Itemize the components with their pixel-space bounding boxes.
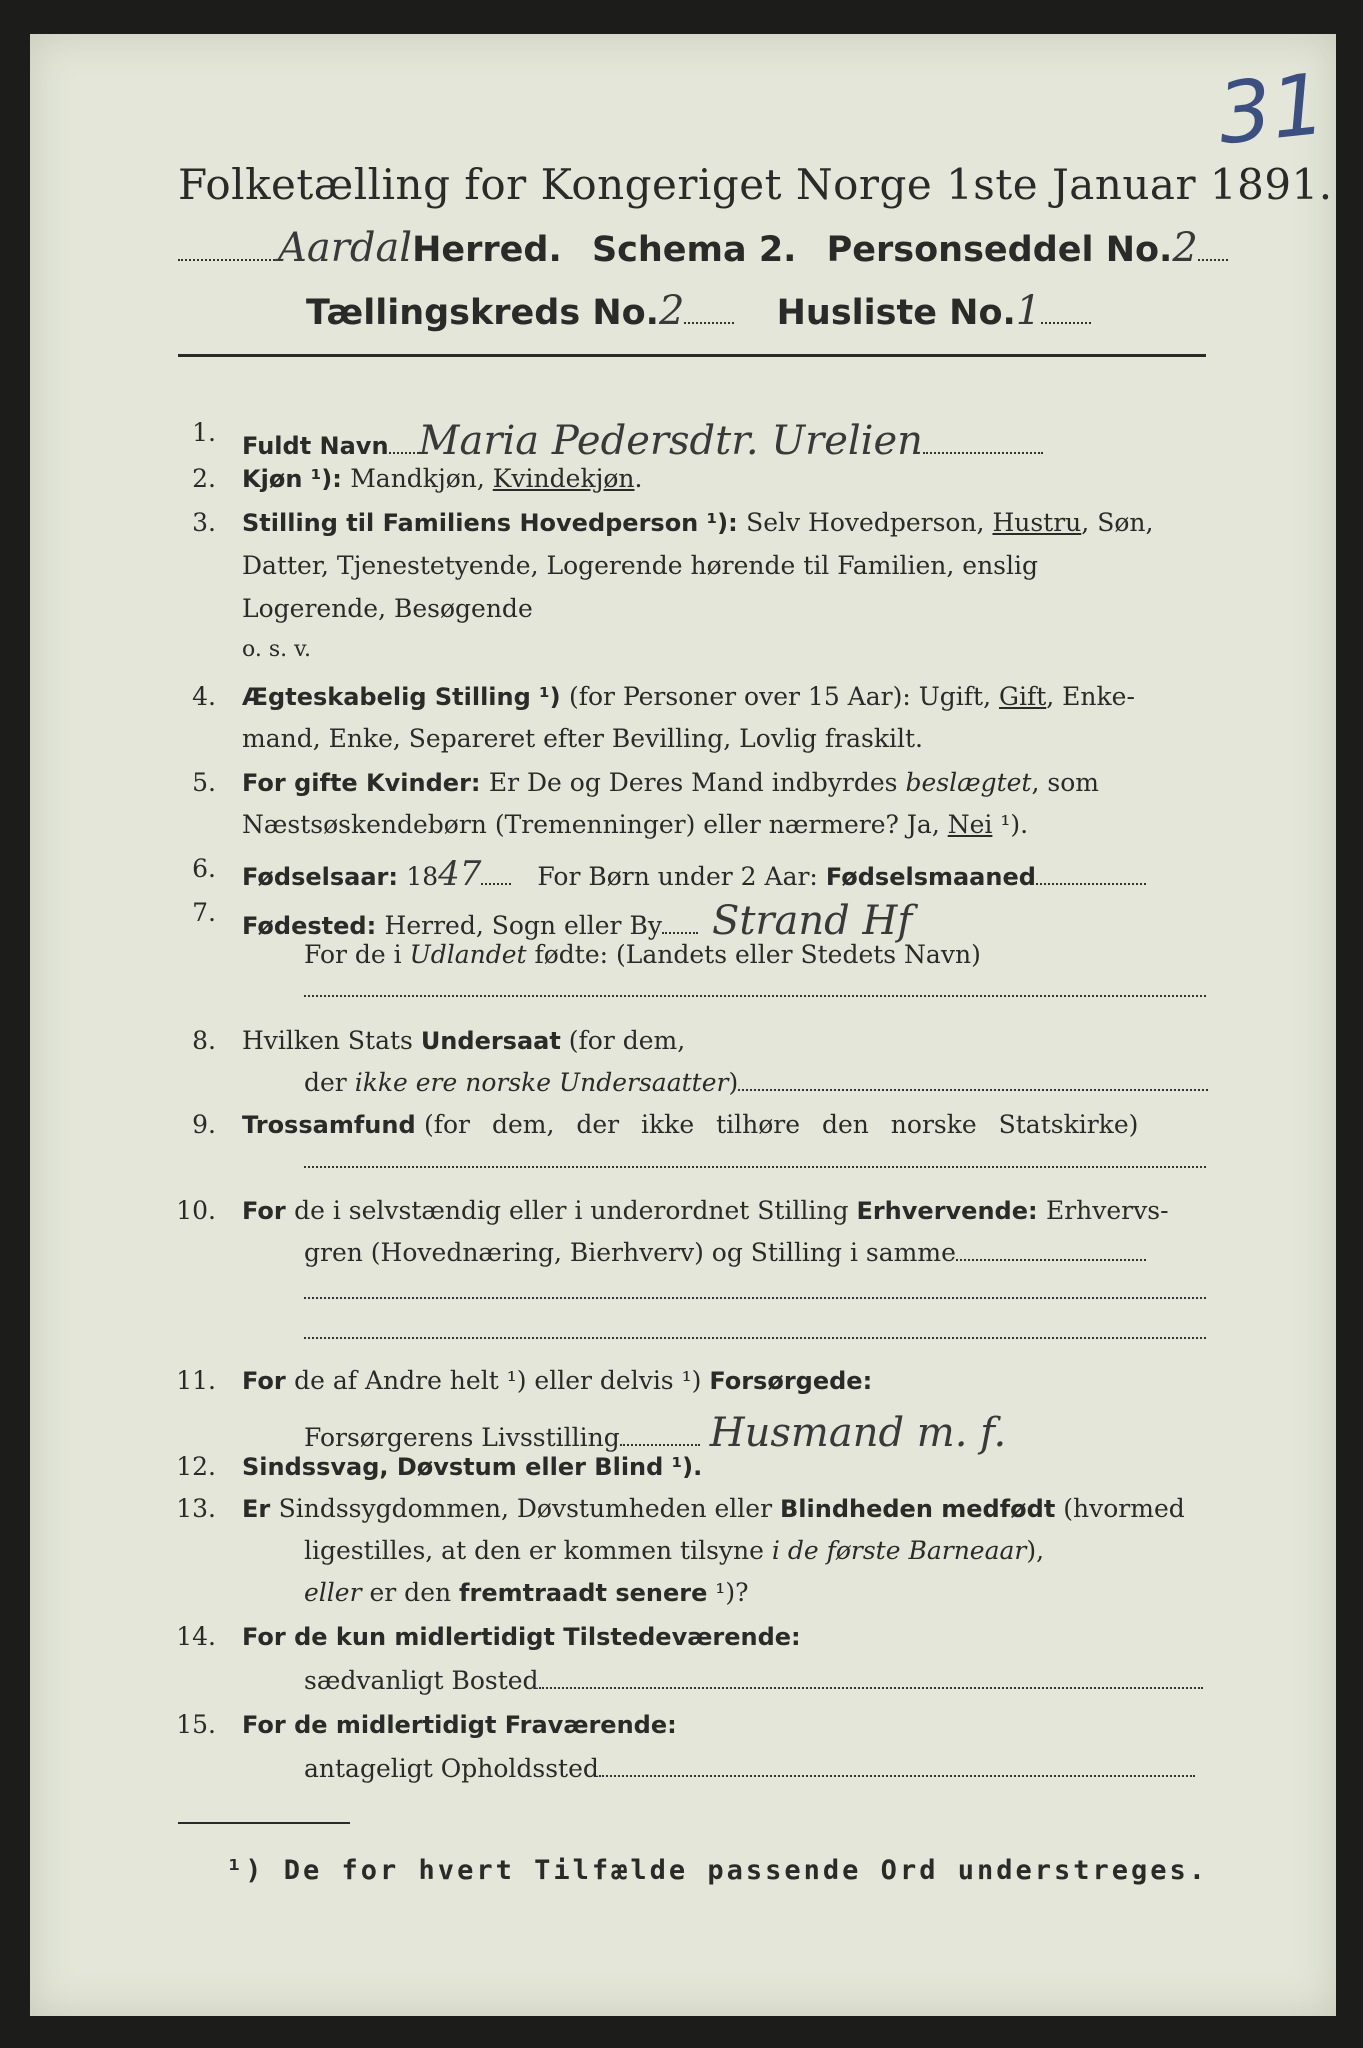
header-rule	[178, 354, 1206, 357]
item-1: Fuldt Navn Maria Pedersdtr. Urelien	[242, 418, 1043, 464]
page-number: 31	[1213, 54, 1330, 164]
item-14: For de kun midlertidigt Tilstedeværende:	[242, 1623, 801, 1651]
name-value: Maria Pedersdtr. Urelien	[418, 418, 923, 464]
item-11: For de af Andre helt ¹) eller delvis ¹) Forsørgede:	[242, 1366, 873, 1395]
item-9: Trossamfund (for dem, der ikke tilhøre den norske Statskirke)	[242, 1110, 1139, 1139]
birthyear-value: 47	[438, 854, 482, 894]
personseddel-value: 2	[1172, 225, 1198, 271]
item-10: For de i selvstændig eller i underordnet Stilling Erhvervende: Erhvervs-	[242, 1196, 1169, 1225]
item-6: Fødselsaar: 1847 For Børn under 2 Aar: Fødselsmaaned	[242, 854, 1146, 894]
item-15: For de midlertidigt Fraværende:	[242, 1711, 677, 1739]
item-4: Ægteskabelig Stilling ¹) (for Personer over 15 Aar): Ugift, Gift, Enke-	[242, 682, 1135, 711]
item-8: Hvilken Stats Undersaat (for dem,	[242, 1026, 686, 1055]
item-2: Kjøn ¹): Mandkjøn, Kvindekjøn.	[242, 464, 643, 493]
item-7: Fødested: Herred, Sogn eller By Strand Hf	[242, 898, 913, 944]
herred-line: AardalHerred. Schema 2. Personseddel No.2	[178, 225, 1228, 271]
footnote: ¹) De for hvert Tilfælde passende Ord understreges.	[226, 1855, 1209, 1886]
herred-value: Aardal	[278, 225, 413, 271]
item-3: Stilling til Familiens Hovedperson ¹): Selv Hovedperson, Hustru, Søn,	[242, 508, 1154, 537]
item-13: Er Sindssygdommen, Døvstumheden eller Blindheden medfødt (hvormed	[242, 1494, 1185, 1523]
birthplace-value: Strand Hf	[711, 898, 913, 944]
form-title: Folketælling for Kongeriget Norge 1ste Januar 1891.	[178, 160, 1333, 209]
item-5: For gifte Kvinder: Er De og Deres Mand indbyrdes beslægtet, som	[242, 768, 1099, 797]
item-12: Sindssvag, Døvstum eller Blind ¹).	[242, 1453, 703, 1481]
kreds-line: Tællingskreds No.2 Husliste No.1	[306, 288, 1091, 334]
kreds-value: 2	[658, 288, 685, 334]
provider-value: Husmand m. f.	[709, 1410, 1007, 1456]
footnote-rule	[178, 1822, 350, 1824]
husliste-value: 1	[1015, 288, 1042, 334]
